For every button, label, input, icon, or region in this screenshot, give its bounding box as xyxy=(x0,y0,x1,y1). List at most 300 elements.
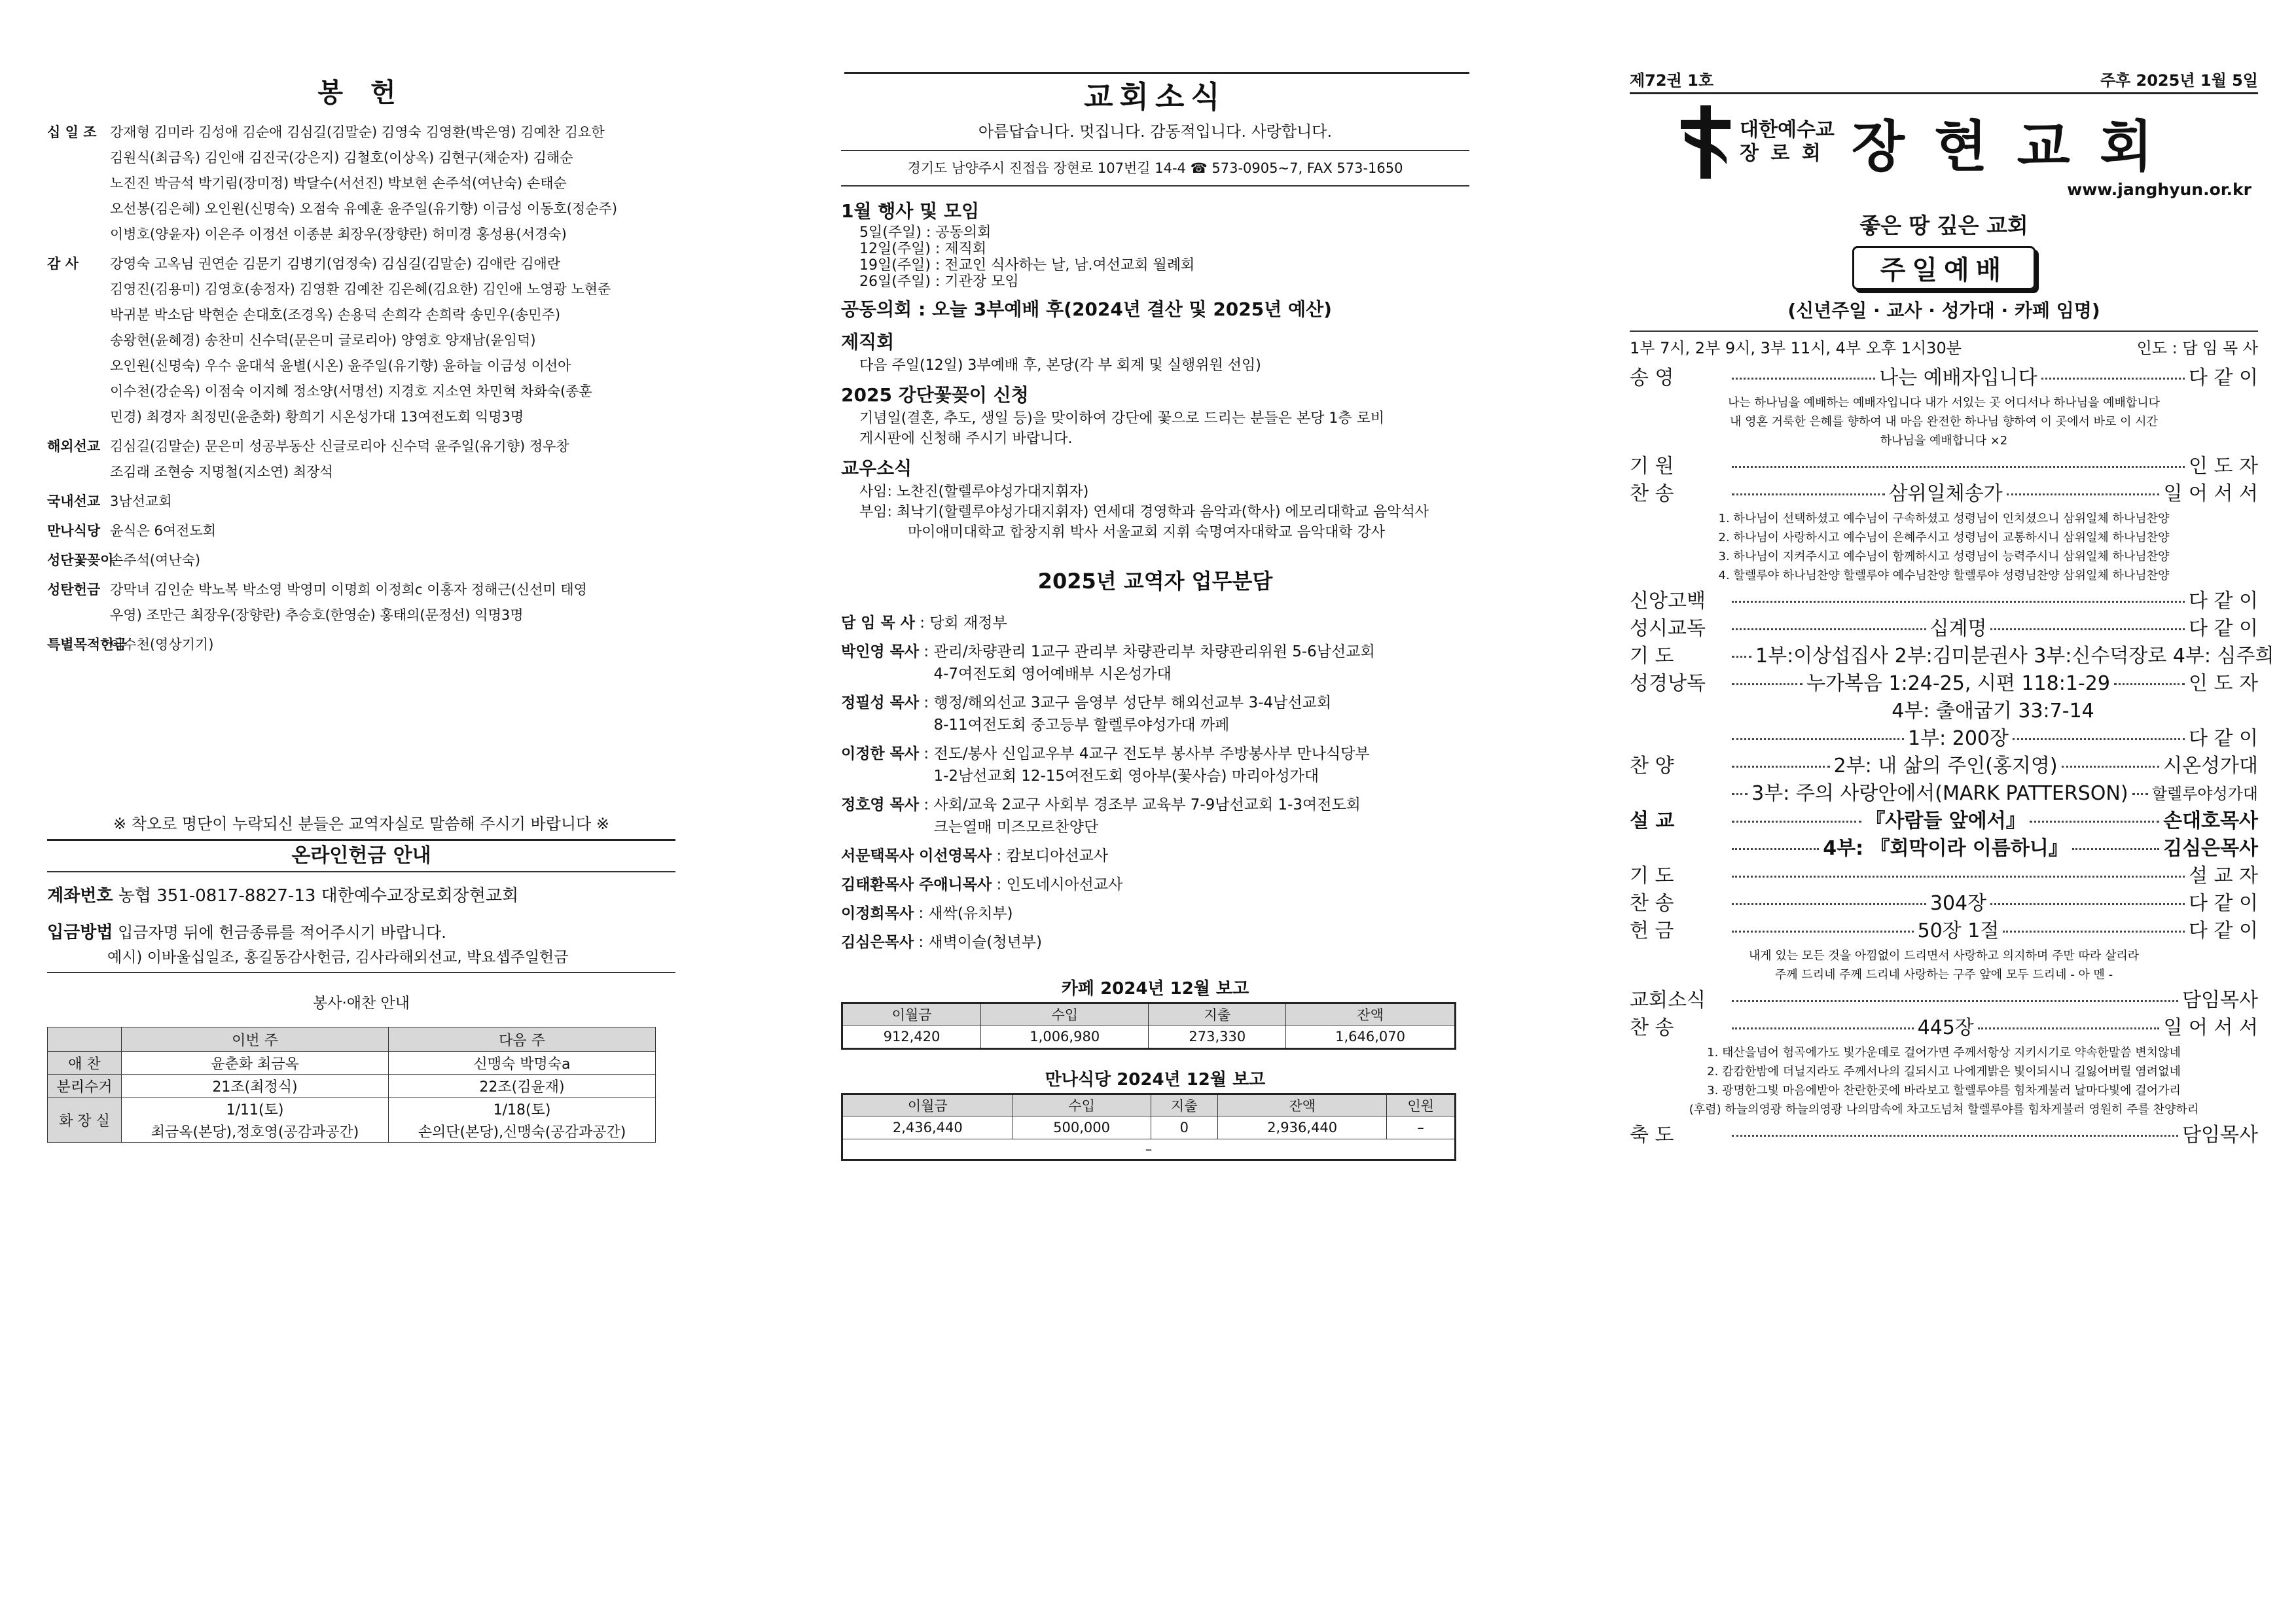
news-heading: 공동의회 : 오늘 3부예배 후(2024년 결산 및 2025년 예산) xyxy=(841,298,1332,320)
news-text: 마이애미대학교 합창지휘 박사 서울교회 지휘 숙명여자대학교 음악대학 강사 xyxy=(908,524,1386,541)
worship-item-leader: 시온성가대 xyxy=(2163,755,2258,777)
worship-item-label: 기 도 xyxy=(1630,645,1674,668)
method-example: 예시) 이바울십일조, 홍길동감사헌금, 김사라해외선교, 박요셉주일헌금 xyxy=(107,949,569,966)
duty-title: 봉사·애찬 안내 xyxy=(313,995,410,1012)
worship-item-label: 성시교독 xyxy=(1630,617,1706,640)
offering-names-line: 3남선교회 xyxy=(110,493,172,509)
offering-label: 감 사 xyxy=(47,256,79,272)
report-header-cell: 잔액 xyxy=(1218,1094,1387,1116)
offering-title: 봉 헌 xyxy=(317,78,405,108)
duty-assignments xyxy=(933,743,1369,787)
offering-names-line: 송왕현(윤혜경) 송찬미 신수덕(문은미 글로리아) 양영호 양재남(윤임덕) xyxy=(110,332,536,348)
cross-icon xyxy=(1681,105,1731,179)
offering-label: 성단꽃꽂이 xyxy=(47,552,114,568)
hymn-lyric-line: 3. 하나님이 지켜주시고 예수님이 함께하시고 성령님이 능력주시니 삼위일체 하나님찬양 xyxy=(1718,550,2170,563)
report-header-cell: 지출 xyxy=(1151,1094,1217,1116)
worship-item-leader: 담임목사 xyxy=(2182,1124,2258,1147)
report-header xyxy=(842,1094,1456,1116)
news-text: 기념일(결혼, 추도, 생일 등)을 맞이하여 강단에 꽃으로 드리는 분들은 본당 1층 로비 xyxy=(859,410,1385,427)
worship-item xyxy=(1630,1014,2258,1042)
duty-person: 정호영 목사 xyxy=(841,796,920,813)
worship-item-label: 송 영 xyxy=(1630,366,1674,389)
leader-dots xyxy=(1732,793,1748,795)
offering-names-line: 이수천(강순옥) 이점숙 이지혜 정소양(서명선) 지경호 지소연 차민혁 차화숙(종훈 xyxy=(110,383,592,399)
worship-item-label xyxy=(1630,780,1728,808)
worship-item xyxy=(1630,365,2258,392)
worship-item-label xyxy=(1630,835,1728,863)
duty-division-title: 2025년 교역자 업무분담 xyxy=(1037,569,1273,594)
hymn-lyrics xyxy=(1630,393,2258,450)
duty-assignment-line: 1-2남선교회 12-15여전도회 영아부(꽃사슴) 마리아성가대 xyxy=(933,768,1319,785)
leader-dots xyxy=(1732,931,1914,933)
duty-division-item xyxy=(841,874,1469,896)
leader-dots xyxy=(1732,683,1803,685)
worship-item-content: 1부: 200장 xyxy=(1908,727,2009,750)
worship-item-content: 누가복음 1:24-25, 시편 118:1-29 xyxy=(1806,672,2110,695)
duty-table-row xyxy=(48,1075,656,1097)
duty-table xyxy=(47,1027,656,1143)
news-text: 다음 주일(12일) 3부예배 후, 본당(각 부 회계 및 실행위원 선임) xyxy=(859,357,1261,374)
report-header-cell: 잔액 xyxy=(1286,1003,1456,1026)
worship-item-leader: 다 같 이 xyxy=(2188,892,2258,915)
hymn-lyric-line: 내게 있는 모든 것을 아낌없이 드리면서 사랑하고 의지하며 주만 따라 살리라 xyxy=(1748,949,2140,963)
worship-item-detail xyxy=(1728,863,2189,890)
duty-assignment-line: 8-11여전도회 중고등부 할렐루야성가대 까페 xyxy=(933,717,1230,734)
manna-report-title: 만나식당 2024년 12월 보고 xyxy=(1045,1070,1266,1090)
duty-colon: : xyxy=(914,905,929,922)
worship-item-label: 헌 금 xyxy=(1630,919,1674,942)
worship-item-leader: 담임목사 xyxy=(2182,989,2258,1012)
offering-label: 십 일 조 xyxy=(47,124,97,140)
leader-dots xyxy=(1732,628,1926,630)
service-subtitle: (신년주일 · 교사 · 성가대 · 카페 임명) xyxy=(1787,300,2100,321)
worship-item-detail xyxy=(1728,987,2182,1014)
duty-assignments xyxy=(1007,845,1109,867)
worship-item xyxy=(1630,890,2258,918)
account-value: 농협 351-0817-8827-13 대한예수교장로회장현교회 xyxy=(118,886,519,906)
duty-assignment-line: 캄보디아선교사 xyxy=(1006,847,1109,865)
hymn-lyrics xyxy=(1630,946,2258,984)
worship-item-detail xyxy=(1728,918,2189,945)
offering-names-line: 이수천(영상기기) xyxy=(110,637,214,652)
issue-number: 제72권 1호 xyxy=(1630,71,1714,90)
duty-person: 이정한 목사 xyxy=(841,745,920,762)
news-text: 5일(주일) : 공동의회 xyxy=(859,224,992,241)
worship-item-content: 2부: 내 삶의 주인(홍지영) xyxy=(1833,755,2058,777)
leader-dots xyxy=(1732,1135,2178,1137)
worship-item xyxy=(1630,1122,2258,1149)
duty-table-header-cell: 다음 주 xyxy=(389,1027,656,1052)
offering-group xyxy=(47,548,675,573)
offering-group xyxy=(47,251,675,430)
offering-label: 만나식당 xyxy=(47,523,101,539)
duty-person: 담 임 목 사 xyxy=(841,615,915,632)
offering-names-line: 오선봉(김은혜) 오인원(신명숙) 오점숙 유예훈 윤주일(유기향) 이금성 이동호(정순주) xyxy=(110,201,618,217)
manna-report-table xyxy=(841,1093,1456,1161)
worship-item-leader: 다 같 이 xyxy=(2188,727,2258,750)
duty-table-row xyxy=(48,1120,656,1143)
offering-names-line: 우영) 조만근 최장우(장향란) 추승호(한영순) 홍태의(문정선) 익명3명 xyxy=(110,607,524,623)
worship-item-content: 304장 xyxy=(1929,892,1987,915)
worship-item-detail xyxy=(1728,698,2258,725)
worship-item-leader: 김심은목사 xyxy=(2163,837,2258,860)
leader-dots xyxy=(1732,738,1904,740)
worship-item xyxy=(1630,863,2258,890)
worship-item-leader: 할렐루야성가대 xyxy=(2151,785,2258,803)
duty-table-row xyxy=(48,1097,656,1120)
duty-person: 김태환목사 주애니목사 xyxy=(841,876,992,893)
worship-item-leader: 다 같 이 xyxy=(2188,617,2258,640)
duty-person: 정필성 목사 xyxy=(841,694,920,711)
worship-item-content: 50장 1절 xyxy=(1917,919,2000,942)
leader-dots xyxy=(2003,931,2185,933)
offering-names-line: 조김래 조현승 지명철(지소연) 최장석 xyxy=(110,464,333,480)
hymn-lyric-line: 2. 캄캄한밤에 더닐지라도 주께서나의 길되시고 나에게밝은 빛이되시니 길잃어버릴 염려없네 xyxy=(1707,1065,2181,1079)
duty-table-cell: 22조(김윤재) xyxy=(389,1075,656,1097)
worship-item-leader: 다 같 이 xyxy=(2188,590,2258,613)
duty-assignment-line: 새벽이슬(청년부) xyxy=(928,934,1042,951)
duty-table-cell: 1/11(토) xyxy=(122,1097,389,1120)
report-header-cell: 수입 xyxy=(1013,1094,1151,1116)
offering-names xyxy=(110,120,675,247)
offering-label: 해외선교 xyxy=(47,438,101,454)
leader-dots xyxy=(2114,683,2185,685)
account-row xyxy=(47,882,675,910)
worship-item-leader: 손대호목사 xyxy=(2163,810,2258,832)
church-address: 경기도 남양주시 진접읍 장현로 107번길 14-4 ☎ 573-0905~7, FAX 573-1650 xyxy=(907,160,1403,176)
worship-item xyxy=(1630,725,2258,753)
worship-item-content: 십계명 xyxy=(1929,617,1987,640)
leader-dots xyxy=(2013,738,2185,740)
offering-names xyxy=(110,434,675,485)
duty-table-cell: 신맹숙 박명숙a xyxy=(389,1052,656,1075)
hymn-lyric-line: 나는 하나님을 예배하는 예배자입니다 내가 서있는 곳 어디서나 하나님을 예배합니다 xyxy=(1727,396,2161,410)
duty-division-item xyxy=(841,743,1469,787)
worship-item-label: 기 도 xyxy=(1630,865,1674,887)
duty-assignments xyxy=(928,902,1013,925)
duty-table-header-cell xyxy=(48,1027,122,1052)
duty-colon: : xyxy=(919,694,934,711)
duty-assignment-line: 행정/해외선교 3교구 음영부 성단부 해외선교부 3-4남선교회 xyxy=(933,694,1332,711)
hymn-lyric-line: 4. 할렐루야 하나님찬양 할렐루야 예수님찬양 할렐루야 성령님찬양 삼위일체 하나님찬양 xyxy=(1718,569,2170,582)
offering-group xyxy=(47,489,675,514)
worship-item xyxy=(1630,835,2258,863)
hymn-lyric-line: 1. 태산을넘어 험곡에가도 빛가운데로 걸어가면 주께서항상 지키시기로 약속한말씀 변치않네 xyxy=(1707,1046,2181,1060)
worship-item-content: 445장 xyxy=(1917,1016,1974,1039)
duty-assignments xyxy=(933,794,1360,838)
duty-assignment-line: 전도/봉사 신입교우부 4교구 전도부 봉사부 주방봉사부 만나식당부 xyxy=(933,745,1370,762)
report-header-cell: 이월금 xyxy=(842,1003,981,1026)
offering-names xyxy=(110,577,675,628)
offering-names xyxy=(110,518,675,544)
report-cell: 500,000 xyxy=(1013,1116,1151,1139)
duty-assignments xyxy=(933,692,1331,736)
duty-assignments xyxy=(929,612,1007,634)
news-text: 26일(주일) : 기관장 모임 xyxy=(859,274,1019,290)
report-cell: – xyxy=(1387,1116,1456,1139)
leader-dots xyxy=(1732,1027,1914,1029)
worship-item xyxy=(1630,753,2258,780)
worship-item-detail xyxy=(1728,643,2274,670)
duty-assignment-line: 4-7여전도회 영어예배부 시온성가대 xyxy=(933,666,1172,683)
bulletin-date: 주후 2025년 1월 5일 xyxy=(2100,71,2258,90)
bulletin-cover-column xyxy=(1630,69,2274,1149)
church-website[interactable]: www.janghyun.or.kr xyxy=(2067,180,2251,199)
duty-table-cell: 손의단(본당),신맹숙(공감과공간) xyxy=(389,1120,656,1143)
offering-names-line: 노진진 박금석 박기림(장미정) 박달수(서선진) 박보현 손주석(여난숙) 손태순 xyxy=(110,175,567,191)
duty-division-item xyxy=(841,641,1469,685)
news-heading: 제직회 xyxy=(841,331,895,353)
worship-item-detail xyxy=(1728,725,2189,753)
report-cell: 1,646,070 xyxy=(1286,1026,1456,1049)
hymn-lyrics xyxy=(1630,509,2258,585)
leader-dots xyxy=(1732,848,1819,850)
worship-item xyxy=(1630,480,2258,508)
hymn-lyrics xyxy=(1630,1043,2258,1119)
online-offering-title: 온라인헌금 안내 xyxy=(291,844,431,867)
duty-assignment-line: 관리/차량관리 1교구 관리부 차량관리부 차량관리위원 5-6남선교회 xyxy=(933,643,1375,660)
church-logo xyxy=(1681,106,2258,178)
worship-item-label: 찬 양 xyxy=(1630,755,1674,777)
report-header xyxy=(842,1003,1456,1026)
duty-division-item xyxy=(841,612,1469,634)
duty-division-item xyxy=(841,845,1469,867)
worship-item xyxy=(1630,918,2258,945)
leader-dots xyxy=(1732,821,1861,823)
worship-item-label xyxy=(1630,698,1728,725)
report-cell: 2,936,440 xyxy=(1218,1116,1387,1139)
offering-group xyxy=(47,434,675,485)
worship-item-detail xyxy=(1728,1014,2163,1042)
worship-item-label: 교회소식 xyxy=(1630,989,1706,1012)
hymn-lyric-line: 하나님을 예배합니다 ×2 xyxy=(1880,434,2008,448)
service-times-row xyxy=(1630,332,2258,365)
worship-item-label: 찬 송 xyxy=(1630,892,1674,915)
duty-table-cell: 윤춘화 최금옥 xyxy=(122,1052,389,1075)
offering-label: 국내선교 xyxy=(47,493,101,509)
leader-dots xyxy=(2072,848,2159,850)
church-motto: 좋은 땅 깊은 교회 xyxy=(1859,213,2028,238)
offering-names-line: 강영숙 고옥님 권연순 김문기 김병기(엄정숙) 김심길(김말순) 김애란 김애란 xyxy=(110,256,561,272)
duty-assignments xyxy=(933,641,1374,685)
news-text: 부임: 최낙기(할렐루야성가대지휘자) 연세대 경영학과 음악과(학사) 에모리대학교 음악석사 xyxy=(859,504,1429,520)
order-of-worship xyxy=(1630,365,2274,1149)
report-cell: 2,436,440 xyxy=(842,1116,1013,1139)
worship-item-detail xyxy=(1728,1122,2182,1149)
worship-item xyxy=(1630,588,2258,615)
report-cell: 912,420 xyxy=(842,1026,981,1049)
leader-dots xyxy=(1732,876,2185,878)
leader-dots xyxy=(1978,1027,2160,1029)
leader-dots xyxy=(1732,378,1875,380)
duty-assignment-line: 사회/교육 2교구 사회부 경조부 교육부 7-9남선교회 1-3여전도회 xyxy=(933,796,1361,813)
offering-names-line: 손주석(여난숙) xyxy=(110,552,201,568)
worship-item-leader: 인 도 자 xyxy=(2188,672,2258,695)
hymn-lyric-line: 1. 하나님이 선택하셨고 예수님이 구속하셨고 성령님이 인치셨으니 삼위일체 하나님찬양 xyxy=(1718,512,2170,526)
news-title: 교회소식 xyxy=(1084,79,1227,115)
service-title: 주일예배 xyxy=(1852,246,2036,290)
offering-label: 성탄헌금 xyxy=(47,582,101,597)
worship-item xyxy=(1630,453,2258,480)
duty-division-item xyxy=(841,794,1469,838)
report-cell: 1,006,980 xyxy=(981,1026,1149,1049)
duty-assignments xyxy=(928,931,1041,954)
report-cell: 273,330 xyxy=(1149,1026,1286,1049)
worship-item-detail xyxy=(1728,588,2189,615)
duty-table-cell: 21조(최정식) xyxy=(122,1075,389,1097)
duty-assignment-line: 당회 재정부 xyxy=(929,615,1007,632)
duty-table-row xyxy=(48,1052,656,1075)
news-heading: 교우소식 xyxy=(841,457,912,479)
service-leader: 인도 : 담 임 목 사 xyxy=(2136,339,2258,357)
missing-notice: ※ 착오로 명단이 누락되신 분들은 교역자실로 말씀해 주시기 바랍니다 ※ xyxy=(113,815,610,833)
denomination-mark xyxy=(1740,118,1835,166)
hymn-lyric-line: 내 영혼 거룩한 은혜를 향하여 내 마음 완전한 하나님 향하여 이 곳에서 바로 이 시간 xyxy=(1730,415,2158,429)
duty-colon: : xyxy=(992,847,1007,865)
duty-person: 서문택목사 이선영목사 xyxy=(841,847,992,865)
hymn-lyric-line: 3. 광명한그빛 마음에받아 찬란한곳에 바라보고 할렐루야를 힘차게불러 날마다빛에 걸어가리 xyxy=(1707,1084,2181,1097)
hymn-lyric-line: 주께 드리네 주께 드리네 사랑하는 구주 앞에 모두 드리네 - 아 멘 - xyxy=(1774,968,2113,982)
offering-column xyxy=(47,72,675,1141)
worship-item-content: 4부: 출애굽기 33:7-14 xyxy=(1892,700,2094,722)
leader-dots xyxy=(1732,493,1885,495)
leader-dots xyxy=(2030,821,2159,823)
news-list xyxy=(841,198,1469,543)
service-times: 1부 7시, 2부 9시, 3부 11시, 4부 오후 1시30분 xyxy=(1630,339,1962,357)
worship-item-content: 3부: 주의 사랑안에서(MARK PATTERSON) xyxy=(1751,782,2128,805)
worship-item-detail xyxy=(1728,615,2189,643)
offering-names xyxy=(110,251,675,430)
worship-item-leader: 다 같 이 xyxy=(2188,366,2258,389)
denomination-top: 대한예수교 xyxy=(1740,118,1835,141)
offering-names xyxy=(110,548,675,573)
offering-names xyxy=(110,632,675,658)
worship-item xyxy=(1630,698,2258,725)
cafe-report-title: 카페 2024년 12월 보고 xyxy=(1061,979,1249,999)
report-header-cell: 지출 xyxy=(1149,1003,1286,1026)
hymn-lyric-line: 2. 하나님이 사랑하시고 예수님이 은혜주시고 성령님이 교통하시니 삼위일체 하나님찬양 xyxy=(1718,531,2170,544)
offering-names-line: 강재형 김미라 김성애 김순애 김심길(김말순) 김영숙 김영환(박은영) 김예찬 김요한 xyxy=(110,124,605,140)
news-heading: 1월 행사 및 모임 xyxy=(841,200,980,222)
church-name: 장 현 교 회 xyxy=(1851,113,2159,179)
report-header-cell: 이월금 xyxy=(842,1094,1013,1116)
duty-colon: : xyxy=(914,615,930,632)
duty-division-item xyxy=(841,692,1469,736)
offering-names-line: 윤식은 6여전도회 xyxy=(110,523,217,539)
worship-item-leader: 설 교 자 xyxy=(2188,865,2258,887)
news-text: 게시판에 신청해 주시기 바랍니다. xyxy=(859,431,1073,447)
worship-item-content: 4부: 『회막이라 이름하니』 xyxy=(1823,837,2068,860)
worship-item xyxy=(1630,780,2258,808)
worship-item xyxy=(1630,808,2258,835)
cafe-report-table xyxy=(841,1002,1456,1050)
duty-colon: : xyxy=(919,745,934,762)
report-row xyxy=(842,1139,1456,1160)
worship-item-content: 삼위일체송가 xyxy=(1888,482,2003,505)
duty-colon: : xyxy=(919,796,934,813)
news-column xyxy=(841,72,1469,1161)
offering-group xyxy=(47,577,675,628)
worship-item-content: 나는 예배자입니다 xyxy=(1879,366,2037,389)
duty-table-header xyxy=(48,1027,656,1052)
report-header-cell: 수입 xyxy=(981,1003,1149,1026)
worship-item xyxy=(1630,643,2274,670)
offering-names-line: 김원식(최금옥) 김인애 김진국(강은지) 김철호(이상옥) 김현구(채순자) 김해순 xyxy=(110,150,573,166)
news-text: 12일(주일) : 제직회 xyxy=(859,241,987,257)
hymn-lyric-line: (후렴) 하늘의영광 하늘의영광 나의맘속에 차고도넘쳐 할렐루야를 힘차게불러 영원히 주를 찬양하리 xyxy=(1689,1103,2199,1116)
worship-item xyxy=(1630,670,2258,698)
worship-item xyxy=(1630,987,2258,1014)
worship-item-label: 설 교 xyxy=(1630,810,1675,832)
report-cell: – xyxy=(842,1139,1456,1160)
duty-division-list xyxy=(841,612,1469,954)
duty-assignment-line: 새싹(유치부) xyxy=(928,905,1013,922)
leader-dots xyxy=(1732,656,1751,658)
method-label: 입금방법 xyxy=(47,923,113,942)
leader-dots xyxy=(1732,1000,2178,1002)
worship-item-detail xyxy=(1728,753,2163,780)
duty-assignment-line: 인도네시아선교사 xyxy=(1006,876,1123,893)
worship-item-label: 찬 송 xyxy=(1630,1016,1674,1039)
offering-names-line: 오인원(신명숙) 우수 윤대석 윤별(시온) 윤주일(유기향) 윤하늘 이금성 이선아 xyxy=(110,358,571,374)
offering-label: 특별목적헌금 xyxy=(47,637,127,652)
worship-item-leader: 인 도 자 xyxy=(2188,455,2258,478)
worship-item-detail xyxy=(1728,670,2189,698)
leader-dots xyxy=(1990,903,2185,905)
worship-item-detail xyxy=(1728,365,2189,392)
worship-item-label: 성경낭독 xyxy=(1630,672,1706,695)
issue-row xyxy=(1630,69,2258,92)
offering-names-line: 민경) 최경자 최정민(윤춘화) 황희기 시온성가대 13여전도회 익명3명 xyxy=(110,409,524,425)
news-text: 19일(주일) : 전교인 식사하는 날, 남.여선교회 월례회 xyxy=(859,257,1195,274)
offering-group xyxy=(47,120,675,247)
report-header-cell: 인원 xyxy=(1387,1094,1456,1116)
worship-item-leader: 일 어 서 서 xyxy=(2163,1016,2258,1039)
report-row xyxy=(842,1026,1456,1049)
worship-item xyxy=(1630,615,2258,643)
worship-item-label: 찬 송 xyxy=(1630,482,1674,505)
worship-item-label xyxy=(1630,725,1728,753)
offering-names-line: 강막녀 김인순 박노복 박소영 박영미 이명희 이정희c 이홍자 정해근(신선미 태영 xyxy=(110,582,587,597)
duty-table-cell: 애 찬 xyxy=(48,1052,122,1075)
offering-names-line: 김영진(김용미) 김영호(송정자) 김영환 김예찬 김은혜(김요한) 김인애 노영광 노현준 xyxy=(110,281,611,297)
leader-dots xyxy=(2132,793,2148,795)
leader-dots xyxy=(1732,903,1926,905)
duty-colon: : xyxy=(914,934,929,951)
report-row xyxy=(842,1116,1456,1139)
duty-table-cell: 화 장 실 xyxy=(48,1097,122,1143)
worship-item-detail xyxy=(1728,480,2163,508)
method-row xyxy=(47,919,675,946)
worship-item-detail xyxy=(1728,835,2163,863)
worship-item-detail xyxy=(1728,808,2163,835)
worship-item-leader: 다 같 이 xyxy=(2188,919,2258,942)
duty-colon: : xyxy=(919,643,934,660)
offering-names-line: 박귀분 박소담 박현순 손대호(조경옥) 손용덕 손희각 손희락 송민우(송민주) xyxy=(110,307,561,323)
worship-item-label: 축 도 xyxy=(1630,1124,1674,1147)
offering-group xyxy=(47,518,675,544)
report-cell: 0 xyxy=(1151,1116,1217,1139)
worship-item-leader: 일 어 서 서 xyxy=(2163,482,2258,505)
account-label: 계좌번호 xyxy=(47,886,113,906)
leader-dots xyxy=(1990,628,2185,630)
news-text: 사임: 노찬진(할렐루야성가대지휘자) xyxy=(859,484,1089,500)
news-heading: 2025 강단꽃꽂이 신청 xyxy=(841,384,1029,406)
duty-table-cell: 분리수거 xyxy=(48,1075,122,1097)
duty-assignment-line: 크는열매 미즈모르찬양단 xyxy=(933,819,1099,836)
duty-table-header-cell: 이번 주 xyxy=(122,1027,389,1052)
method-value: 입금자명 뒤에 헌금종류를 적어주시기 바랍니다. xyxy=(118,923,446,942)
